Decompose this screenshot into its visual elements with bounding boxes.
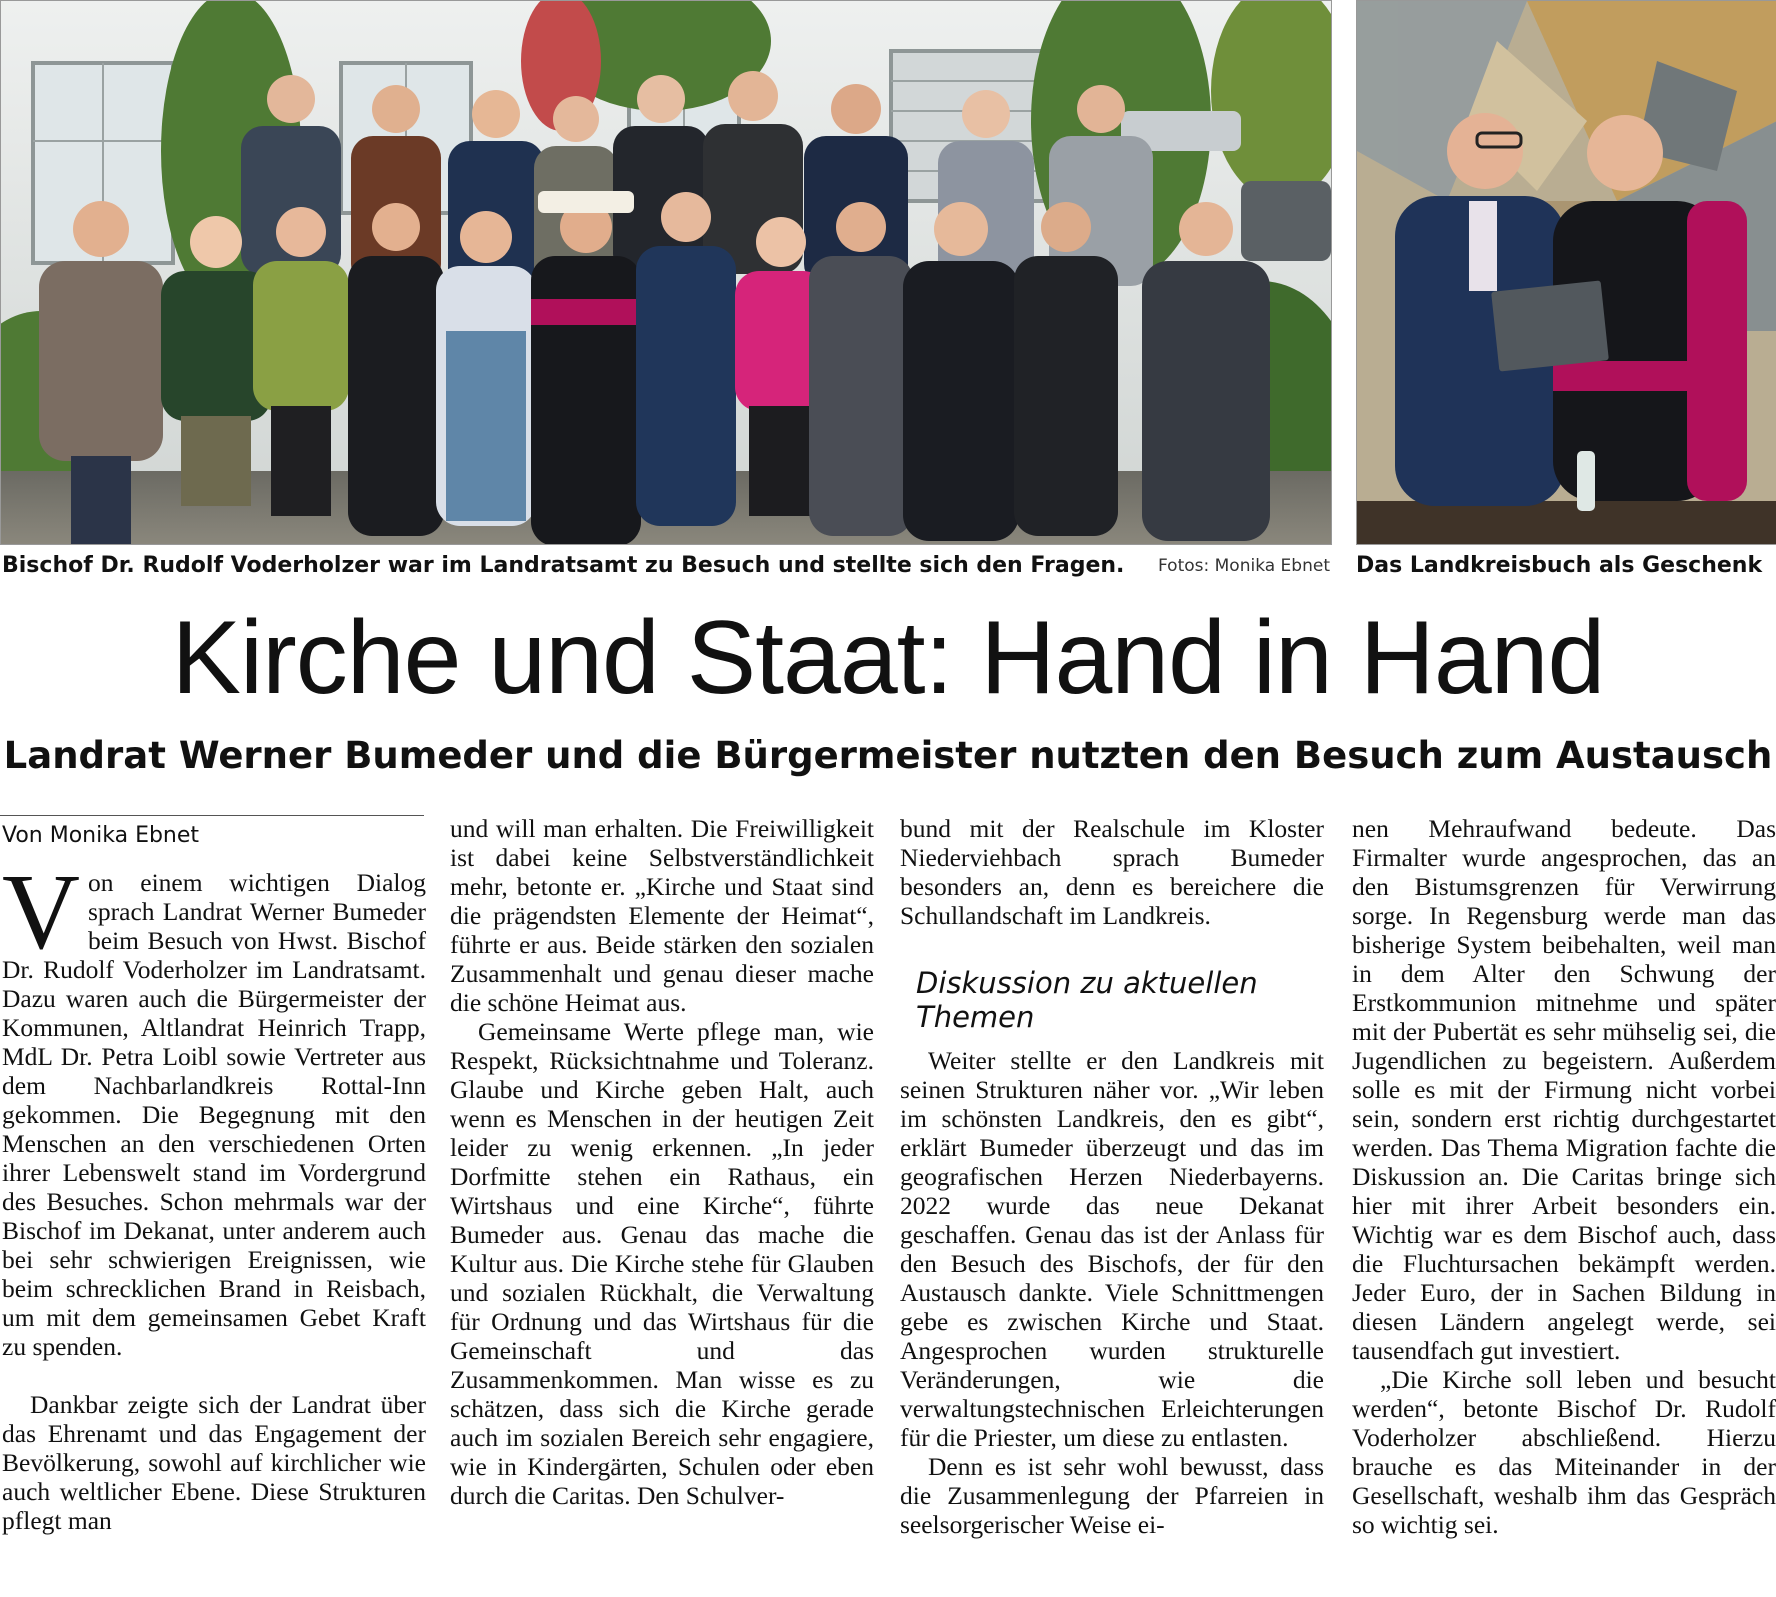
byline: Von Monika Ebnet xyxy=(2,823,200,848)
article-column-1 xyxy=(2,853,426,1535)
article-column-4 xyxy=(1352,814,1776,1539)
article-column-3 xyxy=(900,814,1324,1539)
section-subhead: Diskussion zu aktuellen Themen xyxy=(916,966,1258,1034)
article-column-2 xyxy=(450,814,874,1510)
article-paragraph: Weiter stellte er den Landkreis mit seinen Strukturen näher vor. „Wir leben im schönsten Landkreis, den es gibt“, erklärt Bumeder überzeugt und das im geografischen Herzen Niederbayerns. 2022 wurde das neue Dekanat geschaffen. Genau das ist der Anlass für den Besuch des Bischofs, der für den Austausch dankte. Viele Schnittmengen gebe es zwischen Kirche und Staat. Angesprochen wurden strukturelle Veränderungen, wie die verwaltungstechnischen Erleichterungen für die Priester, um diese zu entlasten. xyxy=(900,1046,1324,1452)
article-paragraph: nen Mehraufwand bedeute. Das Firmalter wurde angesprochen, das an den Bistumsgrenzen für Verwirrung sorge. In Regensburg werde man das bisherige System beibehalten, weil man in dem Alter den Schwung der Erstkommunion mitnehme und später mit der Pubertät es sehr mühselig sei, die Jugendlichen zu begeistern. Außerdem solle es mit der Firmung nicht vorbei sein, sondern erst richtig durchgestartet werden. Das Thema Migration fachte die Diskussion an. Die Caritas bringe sich hier mit ihrer Arbeit besonders ein. Wichtig war es dem Bischof auch, dass die Fluchtursachen bekämpft werden. Jeder Euro, der in Sachen Bildung in diesen Ländern angelegt werde, sei tausendfach gut investiert. xyxy=(1352,814,1776,1365)
article-paragraph: „Die Kirche soll leben und besucht werden“, betonte Bischof Dr. Rudolf Voderholzer abschließend. Hierzu brauche es das Miteinander in der Gesellschaft, weshalb ihm das Gespräch so wichtig sei. xyxy=(1352,1365,1776,1539)
article-paragraph: Denn es ist sehr wohl bewusst, dass die Zusammenlegung der Pfarreien in seelsorgerischer Weise ei- xyxy=(900,1452,1324,1539)
drop-cap: V xyxy=(2,853,80,972)
group-photo xyxy=(0,0,1332,545)
paragraph-text: on einem wichtigen Dialog sprach Landrat Werner Bumeder beim Besuch von Hwst. Bischof Dr. Rudolf Voderholzer im Landratsamt. Dazu waren auch die Bürgermeister der Kommunen, Altlandrat Heinrich Trapp, MdL Dr. Petra Loibl sowie Vertreter aus dem Nachbarlandkreis Rottal-Inn gekommen. Die Begegnung mit den Menschen an den verschiedenen Orten ihrer Lebenswelt stand im Vordergrund des Besuches. Schon mehrmals war der Bischof im Dekanat, unter anderem auch bei sehr schwierigen Ereignissen, wie beim schrecklichen Brand in Reisbach, um mit dem gemeinsamen Gebet Kraft zu spenden. xyxy=(2,868,426,1361)
article-paragraph xyxy=(2,853,426,1361)
article-paragraph: bund mit der Realschule im Kloster Niederviehbach sprach Bumeder besonders an, denn es bereichere die Schullandschaft im Landkreis. xyxy=(900,814,1324,930)
side-photo-caption: Das Landkreisbuch als Geschenk xyxy=(1356,553,1763,578)
gift-photo xyxy=(1356,0,1776,545)
main-photo-caption: Bischof Dr. Rudolf Voderholzer war im Landratsamt zu Besuch und stellte sich den Fragen. xyxy=(2,553,1125,578)
article-paragraph: Gemeinsame Werte pflege man, wie Respekt, Rücksichtnahme und Toleranz. Glaube und Kirche geben Halt, auch wenn es Menschen in der heutigen Zeit leider zu wenig erkennen. „In jeder Dorfmitte stehen ein Rathaus, ein Wirtshaus und eine Kirche“, führte Bumeder aus. Genau das mache die Kultur aus. Die Kirche stehe für Glauben und sozialen Rückhalt, die Verwaltung für Ordnung und das Wirtshaus für die Gemeinschaft und das Zusammenkommen. Man wisse es zu schätzen, dass sich die Kirche gerade auch im sozialen Bereich sehr engagiere, wie in Kindergärten, Schulen oder eben durch die Caritas. Den Schulver- xyxy=(450,1017,874,1510)
subheadline: Landrat Werner Bumeder und die Bürgermeister nutzten den Besuch zum Austausch xyxy=(3,734,1773,777)
article-paragraph: Dankbar zeigte sich der Landrat über das Ehrenamt und das Engagement der Bevölkerung, sowohl auf kirchlicher wie auch weltlicher Ebene. Diese Strukturen pflegt man xyxy=(2,1390,426,1535)
headline: Kirche und Staat: Hand in Hand xyxy=(171,600,1605,716)
byline-rule xyxy=(0,815,424,816)
article-paragraph: und will man erhalten. Die Freiwilligkeit ist dabei keine Selbstverständlichkeit mehr, betonte er. „Kirche und Staat sind die prägendsten Elemente der Heimat“, führte er aus. Beide stärken den sozialen Zusammenhalt und genau dieser mache die schöne Heimat aus. xyxy=(450,814,874,1017)
photo-credit: Fotos: Monika Ebnet xyxy=(1158,556,1330,576)
